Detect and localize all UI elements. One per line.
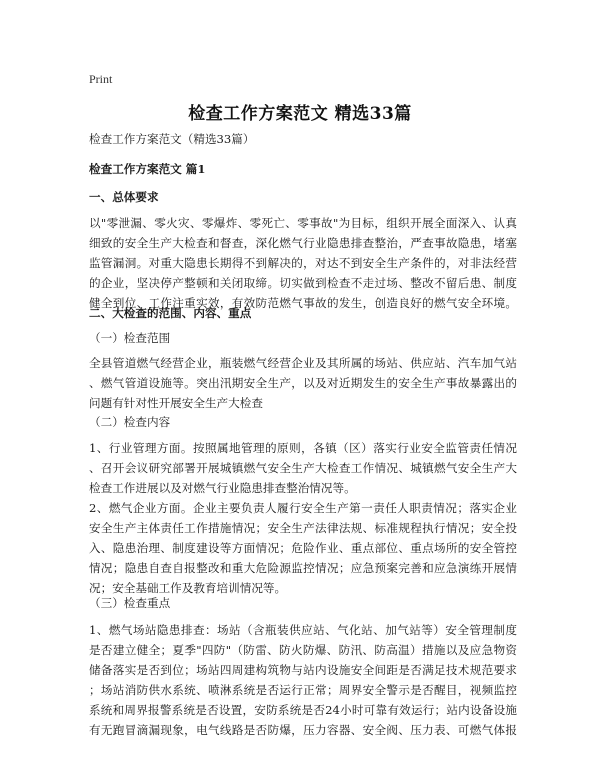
paragraph-line: 监管漏洞。对重大隐患长期得不到解决的，对达不到安全生产条件的，对非法经营 bbox=[89, 256, 517, 270]
paragraph-line: 系统和周界报警系统是否设置，安防系统是否24小时可靠有效运行；站内设备设施 bbox=[89, 703, 517, 717]
paragraph-line: 1、行业管理方面。按照属地管理的原则，各镇（区）落实行业安全监管责任情况 bbox=[89, 441, 517, 455]
paragraph-line: 1、燃气场站隐患排查：场站（含瓶装供应站、气化站、加气站等）安全管理制度 bbox=[89, 623, 517, 637]
paragraph-line: 况；安全基础工作及教育培训情况等。 bbox=[89, 581, 287, 595]
content-item2-paragraph bbox=[89, 498, 517, 598]
scope-paragraph bbox=[89, 353, 517, 413]
paragraph-line: 有无跑冒滴漏现象，电气线路是否防爆，压力容器、安全阀、压力表、可燃气体报 bbox=[89, 723, 517, 737]
paragraph-line: 以"零泄漏、零火灾、零爆炸、零死亡、零事故"为目标，组织开展全面深入、认真 bbox=[89, 216, 517, 230]
paragraph-line: 的企业，坚决停产整顿和关闭取缔。切实做到检查不走过场、整改不留后患、制度 bbox=[89, 276, 517, 290]
paragraph-line: 细致的安全生产大检查和督查，深化燃气行业隐患排查整治，严查事故隐患，堵塞 bbox=[89, 236, 517, 250]
content-heading: （二）检查内容 bbox=[89, 415, 171, 429]
paragraph-line: 安全生产主体责任工作措施情况；安全生产法律法规、标准规程执行情况；安全投 bbox=[89, 521, 517, 535]
paragraph-line: 是否建立健全；夏季"四防"（防雷、防火防爆、防汛、防高温）措施以及应急物资 bbox=[89, 643, 517, 657]
paragraph-line: 问题有针对性开展安全生产大检查 bbox=[89, 396, 263, 410]
section1-paragraph bbox=[89, 213, 517, 313]
paragraph-line: 检查工作进展以及对燃气行业隐患排查整治情况等。 bbox=[89, 481, 356, 495]
section2-heading: 二、大检查的范围、内容、重点 bbox=[89, 306, 252, 320]
paragraph-line: 、召开会议研究部署开展城镇燃气安全生产大检查工作情况、城镇燃气安全生产大 bbox=[89, 461, 517, 475]
section1-heading: 一、总体要求 bbox=[89, 190, 159, 204]
focus-heading: （三）检查重点 bbox=[89, 596, 171, 610]
focus-item1-paragraph bbox=[89, 620, 517, 740]
print-label[interactable]: Print bbox=[89, 72, 113, 86]
paragraph-line: ；场站消防供水系统、喷淋系统是否运行正常；周界安全警示是否醒目，视频监控 bbox=[89, 683, 517, 697]
page-title: 检查工作方案范文 精选33篇 bbox=[188, 104, 412, 124]
document-subtitle: 检查工作方案范文（精选33篇） bbox=[89, 132, 255, 146]
paragraph-line: 储备落实是否到位；场站四周建构筑物与站内设施安全间距是否满足技术规范要求 bbox=[89, 663, 517, 677]
paragraph-line: 情况；隐患自查自报整改和重大危险源监控情况；应急预案完善和应急演练开展情 bbox=[89, 561, 517, 575]
article-title: 检查工作方案范文 篇1 bbox=[89, 162, 206, 176]
scope-heading: （一）检查范围 bbox=[89, 331, 171, 345]
content-item1-paragraph bbox=[89, 438, 517, 498]
paragraph-line: 全县管道燃气经营企业，瓶装燃气经营企业及其所属的场站、供应站、汽车加气站 bbox=[89, 356, 517, 370]
paragraph-line: 健全到位、工作注重实效，有效防范燃气事故的发生，创造良好的燃气安全环境。 bbox=[89, 296, 517, 310]
paragraph-line: 、燃气管道设施等。突出汛期安全生产，以及对近期发生的安全生产事故暴露出的 bbox=[89, 376, 517, 390]
paragraph-line: 入、隐患治理、制度建设等方面情况；危险作业、重点部位、重点场所的安全管控 bbox=[89, 541, 517, 555]
paragraph-line: 2、燃气企业方面。企业主要负责人履行安全生产第一责任人职责情况；落实企业 bbox=[89, 501, 517, 515]
